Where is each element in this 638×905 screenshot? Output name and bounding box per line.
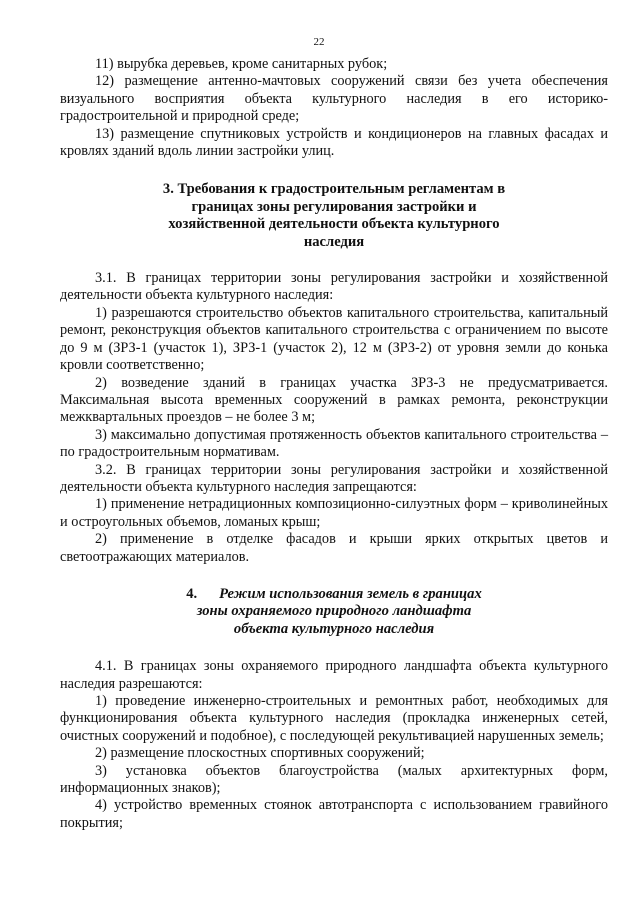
paragraph-4-1: 4.1. В границах зоны охраняемого природного ландшафта объекта культурного наследия разрешаются:: [60, 658, 608, 692]
section-3-heading-line: 3. Требования к градостроительным регламентам в: [162, 181, 506, 198]
paragraph-3-1: 3.1. В границах территории зоны регулирования застройки и хозяйственной деятельности объекта культурного наследия:: [60, 270, 608, 304]
section-4-heading: [60, 586, 608, 638]
section-4-heading-line: [60, 586, 608, 603]
document-body: [60, 56, 608, 832]
paragraph-4-1-item-3: 3) установка объектов благоустройства (малых архитектурных форм, информационных знаков);: [60, 762, 608, 797]
section-4-heading-line: объекта культурного наследия: [233, 620, 435, 637]
paragraph-3-1-item-3: 3) максимально допустимая протяженность объектов капитального строительства – по градостроительным нормативам.: [60, 426, 608, 461]
paragraph-3-2: 3.2. В границах территории зоны регулирования застройки и хозяйственной деятельности объекта культурного наследия запрещаются:: [60, 461, 608, 495]
section-4-heading-line: зоны охраняемого природного ландшафта: [196, 603, 472, 620]
section-3-heading-line: наследия: [303, 233, 365, 250]
list-item-12: 12) размещение антенно-мачтовых сооружений связи без учета обеспечения визуального восприятия объекта культурного наследия в его историко-градостроительной и природной среде;: [60, 73, 608, 125]
paragraph-3-2-item-1: 1) применение нетрадиционных композиционно-силуэтных форм – криволинейных и остроугольных объемов, ломаных крыш;: [60, 496, 608, 530]
paragraph-4-1-item-1: 1) проведение инженерно-строительных и ремонтных работ, необходимых для функционирования объекта культурного наследия (прокладка инженерных сетей, очистных сооружений и подобное), с последующей рекультивацией нарушенных земель;: [60, 693, 608, 744]
list-item-13: 13) размещение спутниковых устройств и кондиционеров на главных фасадах и кровлях зданий вдоль линии застройки улиц.: [60, 125, 608, 160]
page-number: 22: [313, 36, 325, 48]
paragraph-4-1-item-2: 2) размещение плоскостных спортивных сооружений;: [95, 745, 425, 762]
list-item-11: 11) вырубка деревьев, кроме санитарных рубок;: [95, 56, 388, 72]
paragraph-3-1-item-2: 2) возведение зданий в границах участка ЗРЗ-3 не предусматривается. Максимальная высота временных сооружений в рамках ремонта, реконструкции межквартальных проездов – не более 3 м;: [60, 374, 608, 426]
section-4-number: 4.: [186, 585, 198, 602]
section-4-heading-text: Режим использования земель в границах: [219, 585, 482, 602]
section-3-heading-line: границах зоны регулирования застройки и: [191, 198, 477, 215]
section-3-heading-line: хозяйственной деятельности объекта культурного: [168, 216, 500, 233]
paragraph-3-1-item-1: 1) разрешаются строительство объектов капитального строительства, капитальный ремонт, реконструкция объектов капитального строительства с ограничением по высоте до 9 м (ЗРЗ-1 (участок 1), ЗРЗ-1 (участок 2), 12 м (ЗРЗ-2) от уровня земли до конька кровли соответственно;: [60, 304, 608, 374]
paragraph-4-1-item-4: 4) устройство временных стоянок автотранспорта с использованием гравийного покрытия;: [60, 797, 608, 831]
section-3-heading: [60, 181, 608, 251]
paragraph-3-2-item-2: 2) применение в отделке фасадов и крыши ярких открытых цветов и светоотражающих материалов.: [60, 531, 608, 565]
